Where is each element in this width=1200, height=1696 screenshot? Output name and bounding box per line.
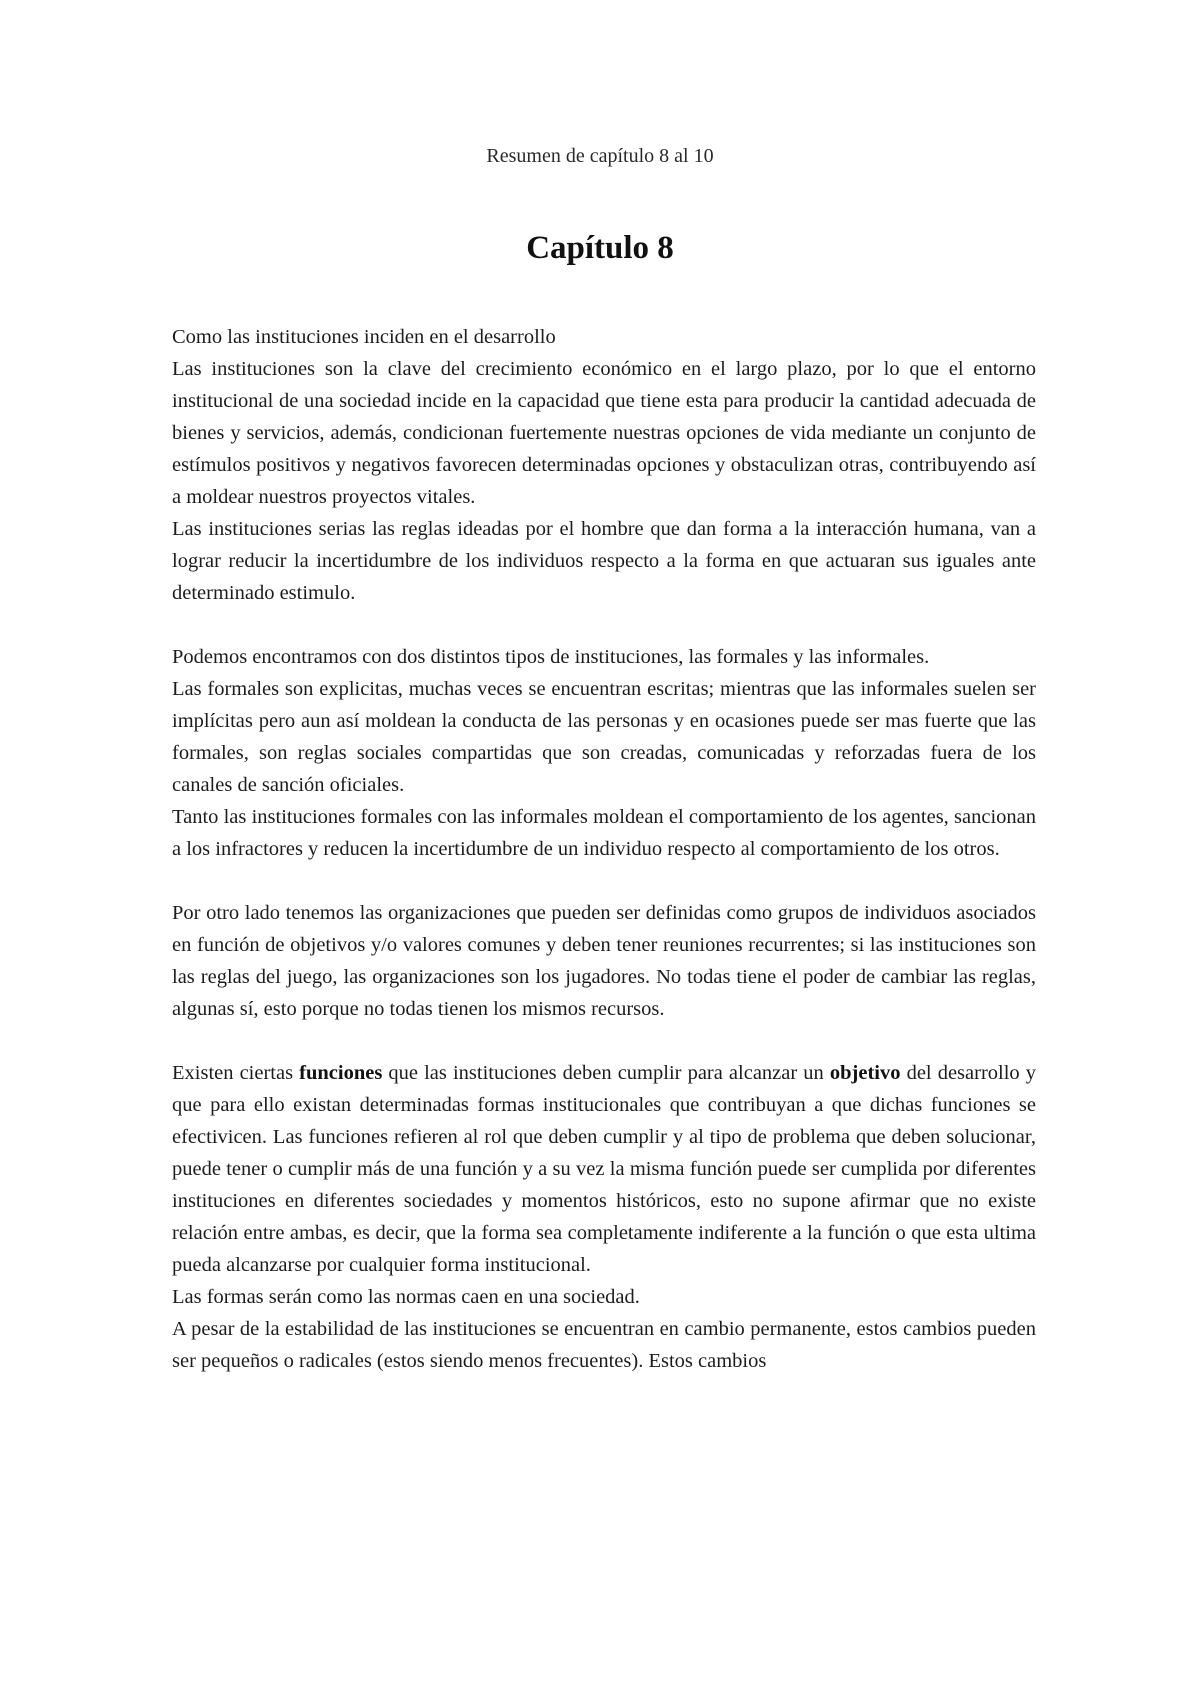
paragraph: Las instituciones serias las reglas ideadas por el hombre que dan forma a la interacción humana, van a lograr reducir la incertidumbre de los individuos respecto a la forma en que actuaran sus iguales ante determinado estimulo. — [172, 518, 1036, 604]
paragraph: Las formas serán como las normas caen en una sociedad. — [172, 1286, 640, 1308]
paragraph-subtitle: Como las instituciones inciden en el desarrollo — [172, 326, 556, 348]
paragraph-text-segment: que las instituciones deben cumplir para alcanzar un — [382, 1062, 830, 1084]
paragraph-text-segment: del desarrollo y que para ello existan determinadas formas institucionales que contribuyan a que dichas funciones se efectivicen. Las funciones refieren al rol que deben cumplir y al tipo de problema que deben solucionar, puede tener o cumplir más de una función y a su vez la misma función puede ser cumplida por diferentes instituciones en diferentes sociedades y momentos históricos, esto no supone afirmar que no existe relación entre ambas, es decir, que la forma sea completamente indiferente a la función o que esta ultima pueda alcanzarse por cualquier forma institucional. — [172, 1062, 1037, 1276]
document-header: Resumen de capítulo 8 al 10 — [486, 145, 714, 167]
document-body — [172, 321, 1036, 1377]
chapter-title: Capítulo 8 — [526, 230, 674, 266]
paragraph — [172, 1057, 1036, 1281]
paragraph: Las formales son explicitas, muchas veces se encuentran escritas; mientras que las informales suelen ser implícitas pero aun así moldean la conducta de las personas y en ocasiones puede ser mas fuerte que las formales, son reglas sociales compartidas que son creadas, comunicadas y reforzadas fuera de los canales de sanción oficiales. — [172, 678, 1036, 796]
paragraph: A pesar de la estabilidad de las instituciones se encuentran en cambio permanente, estos cambios pueden ser pequeños o radicales (estos siendo menos frecuentes). Estos cambios — [172, 1318, 1036, 1372]
paragraph: Las instituciones son la clave del crecimiento económico en el largo plazo, por lo que el entorno institucional de una sociedad incide en la capacidad que tiene esta para producir la cantidad adecuada de bienes y servicios, además, condicionan fuertemente nuestras opciones de vida mediante un conjunto de estímulos positivos y negativos favorecen determinadas opciones y obstaculizan otras, contribuyendo así a moldear nuestros proyectos vitales. — [172, 358, 1036, 508]
bold-term-funciones: funciones — [299, 1062, 383, 1084]
bold-term-objetivo: objetivo — [829, 1062, 901, 1084]
paragraph-text-segment: Existen ciertas — [172, 1062, 300, 1084]
paragraph: Por otro lado tenemos las organizaciones que pueden ser definidas como grupos de individuos asociados en función de objetivos y/o valores comunes y deben tener reuniones recurrentes; si las instituciones son las reglas del juego, las organizaciones son los jugadores. No todas tiene el poder de cambiar las reglas, algunas sí, esto porque no todas tienen los mismos recursos. — [172, 902, 1036, 1020]
paragraph: Tanto las instituciones formales con las informales moldean el comportamiento de los agentes, sancionan a los infractores y reducen la incertidumbre de un individuo respecto al comportamiento de los otros. — [172, 806, 1036, 860]
paragraph: Podemos encontramos con dos distintos tipos de instituciones, las formales y las informales. — [172, 646, 930, 668]
